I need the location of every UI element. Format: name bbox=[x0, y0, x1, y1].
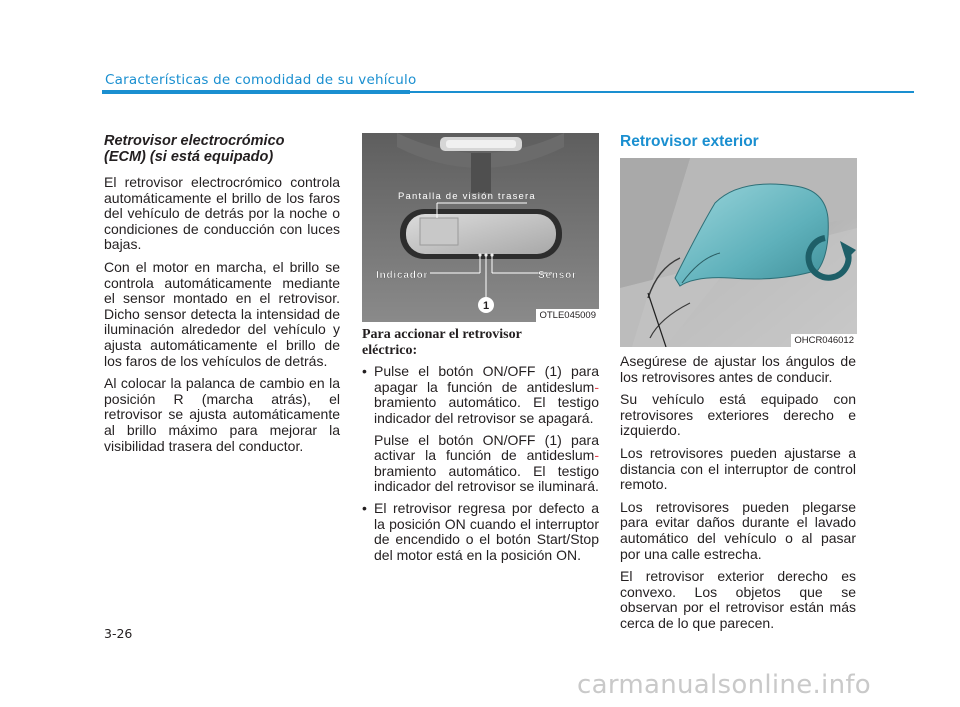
left-column bbox=[104, 133, 340, 461]
inside-mirror-figure bbox=[362, 133, 599, 322]
bullet-item-on-off bbox=[362, 364, 599, 426]
inside-mirror-illustration bbox=[362, 133, 599, 322]
ecm-subtitle-line2: (ECM) (si está equipado) bbox=[104, 149, 274, 165]
middle-column bbox=[362, 327, 599, 569]
bullet-continuation bbox=[362, 433, 599, 495]
figure2-code: OHCR046012 bbox=[791, 334, 857, 347]
electric-mirror-heading-line1: Para accionar el retrovisor bbox=[362, 327, 522, 342]
ecm-paragraph-3: Al colocar la palanca de cambio en la posición R (marcha atrás), el retrovisor se ajusta automáticamente al brillo máximo para mejorar la visibilidad trasera del conductor. bbox=[104, 375, 340, 454]
exterior-paragraph-5: El retrovisor exterior derecho es convexo. Los objetos que se observan por el retrovisor están más cerca de lo que parecen. bbox=[620, 568, 856, 631]
exterior-paragraph-1: Asegúrese de ajustar los ángulos de los retrovisores antes de conducir. bbox=[620, 353, 856, 385]
ecm-paragraph-2: Con el motor en marcha, el brillo se controla automáticamente mediante el sensor montado en el retrovisor. Dicho sensor detecta la intensidad de iluminación alrededor del vehículo y ajusta automáticamente el brillo de los faros de los vehículos de detrás. bbox=[104, 258, 340, 369]
callout-1: 1 bbox=[482, 300, 490, 312]
bullet-dot: • bbox=[362, 363, 367, 380]
bullet1-text-a-end: bramiento automático. El testigo indicador del retrovisor se apagará. bbox=[374, 394, 599, 426]
label-rear-view-display: Pantalla de visión trasera bbox=[398, 191, 536, 202]
bullet1-text-b: Pulse el botón ON/OFF (1) para activar la función de antideslum bbox=[374, 431, 599, 464]
bullet-item-default bbox=[362, 501, 599, 563]
bullet-dot: • bbox=[362, 499, 367, 516]
exterior-paragraph-4: Los retrovisores pueden plegarse para evitar daños durante el lavado automático del vehículo o al pasar por una calle estrecha. bbox=[620, 498, 856, 562]
bullet1-text-b-end: bramiento automático. El testigo indicador del retrovisor se iluminará. bbox=[374, 462, 599, 495]
watermark-text: carmanualsonline.info bbox=[577, 670, 872, 700]
electric-mirror-heading-line2: eléctrico: bbox=[362, 342, 418, 358]
bullet1-hyphen-b: - bbox=[594, 447, 599, 464]
header-accent-bar bbox=[102, 90, 410, 94]
label-indicator: Indicador bbox=[376, 270, 429, 281]
header-rule-line bbox=[410, 91, 914, 93]
bullet2-text: El retrovisor regresa por defecto a la posición ON cuando el interruptor de encendido o el botón Start/Stop del motor está en la posición ON. bbox=[374, 499, 599, 563]
bullet1-text-a: Pulse el botón ON/OFF (1) para apagar la función de antideslum bbox=[374, 363, 599, 395]
exterior-mirror-title: Retrovisor exterior bbox=[620, 133, 759, 150]
electric-mirror-heading bbox=[362, 327, 599, 358]
ecm-paragraph-1: El retrovisor electrocrómico controla automáticamente el brillo de los faros del vehículo de detrás por la noche o condiciones de conducción con luces bajas. bbox=[104, 174, 340, 253]
section-header-title: Características de comodidad de su vehículo bbox=[105, 72, 417, 88]
ecm-subtitle-line1: Retrovisor electrocrómico bbox=[104, 133, 285, 149]
right-column bbox=[620, 354, 856, 639]
exterior-mirror-figure bbox=[620, 158, 857, 347]
exterior-paragraph-3: Los retrovisores pueden ajustarse a distancia con el interruptor de control remoto. bbox=[620, 444, 856, 493]
ecm-subtitle bbox=[104, 133, 340, 165]
exterior-mirror-illustration bbox=[620, 158, 857, 347]
figure1-code: OTLE045009 bbox=[536, 309, 599, 322]
bullet1-hyphen-a: - bbox=[594, 378, 599, 395]
label-sensor: Sensor bbox=[538, 270, 577, 281]
exterior-paragraph-2: Su vehículo está equipado con retrovisores exteriores derecho e izquierdo. bbox=[620, 391, 856, 439]
page-number: 3-26 bbox=[104, 626, 133, 641]
